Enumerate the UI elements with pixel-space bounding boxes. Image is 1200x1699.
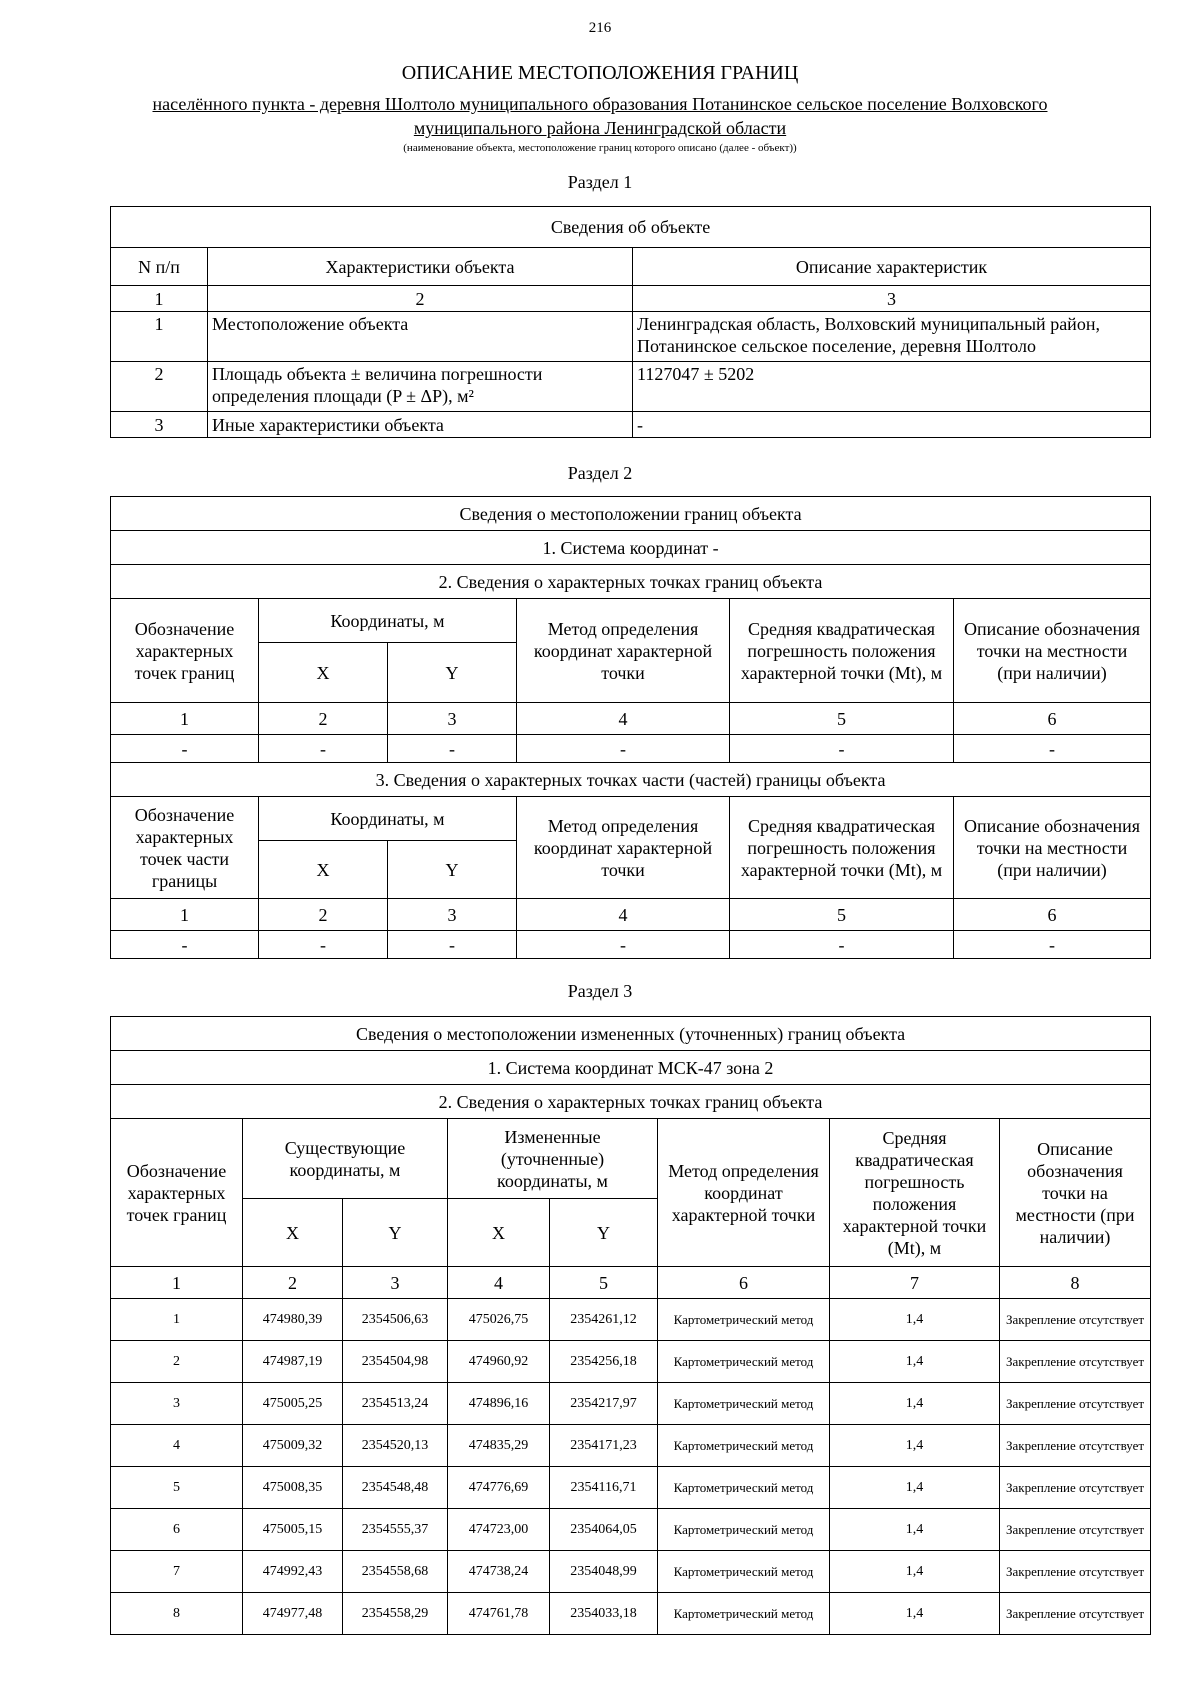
col-number: 3 — [633, 286, 1151, 312]
col-number: 3 — [388, 899, 517, 931]
table-row — [111, 1425, 1151, 1467]
table-cell: Закрепление отсутствует — [1000, 1383, 1151, 1425]
header-changed-coordinates: Измененные (уточненные) координаты, м — [448, 1119, 658, 1199]
table-cell: 474776,69 — [448, 1467, 550, 1509]
header-point-description: Описание обозначения точки на местности (при наличии) — [954, 797, 1151, 899]
table-row — [111, 1593, 1151, 1635]
table-cell: 1,4 — [830, 1593, 1000, 1635]
table-cell: Закрепление отсутствует — [1000, 1593, 1151, 1635]
header-y: Y — [388, 841, 517, 899]
header-error: Средняя квадратическая погрешность положения характерной точки (Mt), м — [730, 599, 954, 703]
section-2-table-title: Сведения о местоположении границ объекта — [111, 497, 1151, 531]
section-1-label: Раздел 1 — [567, 172, 633, 192]
table-row — [111, 1341, 1151, 1383]
col-number: 1 — [111, 286, 208, 312]
table-cell: 1,4 — [830, 1425, 1000, 1467]
section-3-part-2-title: 2. Сведения о характерных точках границ объекта — [111, 1085, 1151, 1119]
table-row — [111, 1299, 1151, 1341]
table-cell: 474977,48 — [243, 1593, 343, 1635]
section-3-coord-system: 1. Система координат МСК-47 зона 2 — [111, 1051, 1151, 1085]
table-cell: 1 — [111, 1299, 243, 1341]
table-cell: 2354558,68 — [343, 1551, 448, 1593]
section-2-label: Раздел 2 — [567, 463, 633, 483]
table-cell: 1,4 — [830, 1551, 1000, 1593]
table-cell: 5 — [111, 1467, 243, 1509]
header-characteristics: Характеристики объекта — [208, 248, 633, 286]
header-coordinates: Координаты, м — [259, 599, 517, 643]
table-row: 3 Иные характеристики объекта - — [111, 412, 1151, 438]
header-y: Y — [550, 1199, 658, 1267]
table-cell: 1,4 — [830, 1341, 1000, 1383]
table-cell: 474738,24 — [448, 1551, 550, 1593]
col-number: 3 — [343, 1267, 448, 1299]
table-cell: Закрепление отсутствует — [1000, 1425, 1151, 1467]
table-cell: 2354555,37 — [343, 1509, 448, 1551]
table-cell: 3 — [111, 1383, 243, 1425]
table-cell: Закрепление отсутствует — [1000, 1467, 1151, 1509]
section-3-table — [110, 1016, 1151, 1635]
table-cell: Картометрический метод — [658, 1383, 830, 1425]
header-x: X — [243, 1199, 343, 1267]
table-cell: Картометрический метод — [658, 1551, 830, 1593]
col-number: 5 — [730, 703, 954, 735]
table-cell: 2354261,12 — [550, 1299, 658, 1341]
col-number: 8 — [1000, 1267, 1151, 1299]
table-cell: 474723,00 — [448, 1509, 550, 1551]
section-2-table — [110, 496, 1151, 959]
section-3-table-title: Сведения о местоположении измененных (уточненных) границ объекта — [111, 1017, 1151, 1051]
table-cell: Картометрический метод — [658, 1509, 830, 1551]
header-y: Y — [388, 643, 517, 703]
header-point-description: Описание обозначения точки на местности (при наличии) — [1000, 1119, 1151, 1267]
table-cell: 1,4 — [830, 1383, 1000, 1425]
table-cell: Закрепление отсутствует — [1000, 1509, 1151, 1551]
table-row — [111, 1509, 1151, 1551]
col-number: 1 — [111, 1267, 243, 1299]
table-row: 1 Местоположение объекта Ленинградская область, Волховский муниципальный район, Потанинское сельское поселение, деревня Шолтоло — [111, 312, 1151, 362]
header-x: X — [448, 1199, 550, 1267]
header-points: Обозначение характерных точек границ — [111, 599, 259, 703]
table-cell: 6 — [111, 1509, 243, 1551]
table-cell: 474980,39 — [243, 1299, 343, 1341]
col-number: 6 — [954, 703, 1151, 735]
table-cell: 475005,25 — [243, 1383, 343, 1425]
header-y: Y — [343, 1199, 448, 1267]
col-number: 2 — [259, 899, 388, 931]
table-cell: Закрепление отсутствует — [1000, 1551, 1151, 1593]
table-cell: 2354171,23 — [550, 1425, 658, 1467]
section-2-part-2-title: 2. Сведения о характерных точках границ объекта — [111, 565, 1151, 599]
header-coordinates: Координаты, м — [259, 797, 517, 841]
table-cell: Закрепление отсутствует — [1000, 1299, 1151, 1341]
table-cell: 474896,16 — [448, 1383, 550, 1425]
col-number: 5 — [550, 1267, 658, 1299]
table-cell: 2354256,18 — [550, 1341, 658, 1383]
table-cell: 474761,78 — [448, 1593, 550, 1635]
table-cell: 8 — [111, 1593, 243, 1635]
table-cell: 2354217,97 — [550, 1383, 658, 1425]
col-number: 4 — [517, 703, 730, 735]
section-1-table-title: Сведения об объекте — [111, 207, 1151, 248]
table-cell: 1,4 — [830, 1467, 1000, 1509]
table-cell: 2354506,63 — [343, 1299, 448, 1341]
col-number: 2 — [243, 1267, 343, 1299]
col-number: 1 — [111, 899, 259, 931]
section-3-label: Раздел 3 — [567, 981, 633, 1001]
table-cell: Картометрический метод — [658, 1425, 830, 1467]
table-cell: 2354558,29 — [343, 1593, 448, 1635]
table-cell: 475026,75 — [448, 1299, 550, 1341]
header-points-part: Обозначение характерных точек части границы — [111, 797, 259, 899]
table-row — [111, 1383, 1151, 1425]
table-row: - - - - - - — [111, 931, 1151, 959]
section-1-table — [110, 206, 1151, 438]
section-2-part-3-title: 3. Сведения о характерных точках части (частей) границы объекта — [111, 763, 1151, 797]
table-cell: 475005,15 — [243, 1509, 343, 1551]
header-x: X — [259, 643, 388, 703]
table-cell: 475009,32 — [243, 1425, 343, 1467]
table-cell: 1,4 — [830, 1509, 1000, 1551]
table-cell: 2 — [111, 1341, 243, 1383]
table-cell: 2354033,18 — [550, 1593, 658, 1635]
col-number: 1 — [111, 703, 259, 735]
table-cell: 474835,29 — [448, 1425, 550, 1467]
col-number: 2 — [259, 703, 388, 735]
table-cell: 1,4 — [830, 1299, 1000, 1341]
document-subtitle — [110, 92, 1090, 140]
subtitle-line-1: населённого пункта - деревня Шолтоло муниципального образования Потанинское сельское поселение Волховского — [152, 94, 1048, 114]
subtitle-note: (наименование объекта, местоположение границ которого описано (далее - объект)) — [403, 142, 797, 154]
subtitle-line-2: муниципального района Ленинградской области — [413, 118, 787, 138]
table-cell: Картометрический метод — [658, 1593, 830, 1635]
header-np: N п/п — [111, 248, 208, 286]
table-cell: 475008,35 — [243, 1467, 343, 1509]
table-cell: 2354513,24 — [343, 1383, 448, 1425]
header-method: Метод определения координат характерной точки — [658, 1119, 830, 1267]
table-cell: Картометрический метод — [658, 1341, 830, 1383]
table-row — [111, 1467, 1151, 1509]
header-error: Средняя квадратическая погрешность положения характерной точки (Mt), м — [730, 797, 954, 899]
col-number: 3 — [388, 703, 517, 735]
header-description: Описание характеристик — [633, 248, 1151, 286]
header-method: Метод определения координат характерной точки — [517, 797, 730, 899]
col-number: 2 — [208, 286, 633, 312]
table-row — [111, 1551, 1151, 1593]
table-cell: 2354520,13 — [343, 1425, 448, 1467]
table-row: 2 Площадь объекта ± величина погрешности определения площади (P ± ΔP), м² 1127047 ± 5202 — [111, 362, 1151, 412]
col-number: 4 — [517, 899, 730, 931]
document-title: ОПИСАНИЕ МЕСТОПОЛОЖЕНИЯ ГРАНИЦ — [401, 62, 799, 84]
table-cell: 2354548,48 — [343, 1467, 448, 1509]
header-x: X — [259, 841, 388, 899]
table-cell: 474987,19 — [243, 1341, 343, 1383]
table-cell: 2354116,71 — [550, 1467, 658, 1509]
header-error: Средняя квадратическая погрешность положения характерной точки (Mt), м — [830, 1119, 1000, 1267]
header-method: Метод определения координат характерной точки — [517, 599, 730, 703]
page-number: 216 — [588, 20, 612, 36]
table-cell: 2354504,98 — [343, 1341, 448, 1383]
table-cell: 4 — [111, 1425, 243, 1467]
table-cell: 2354048,99 — [550, 1551, 658, 1593]
col-number: 5 — [730, 899, 954, 931]
header-points: Обозначение характерных точек границ — [111, 1119, 243, 1267]
header-existing-coordinates: Существующие координаты, м — [243, 1119, 448, 1199]
table-cell: 474960,92 — [448, 1341, 550, 1383]
table-cell: Картометрический метод — [658, 1467, 830, 1509]
col-number: 7 — [830, 1267, 1000, 1299]
col-number: 4 — [448, 1267, 550, 1299]
col-number: 6 — [954, 899, 1151, 931]
table-cell: 474992,43 — [243, 1551, 343, 1593]
header-point-description: Описание обозначения точки на местности (при наличии) — [954, 599, 1151, 703]
section-2-coord-system: 1. Система координат - — [111, 531, 1151, 565]
table-cell: Картометрический метод — [658, 1299, 830, 1341]
table-row: - - - - - - — [111, 735, 1151, 763]
table-cell: Закрепление отсутствует — [1000, 1341, 1151, 1383]
col-number: 6 — [658, 1267, 830, 1299]
table-cell: 2354064,05 — [550, 1509, 658, 1551]
table-cell: 7 — [111, 1551, 243, 1593]
